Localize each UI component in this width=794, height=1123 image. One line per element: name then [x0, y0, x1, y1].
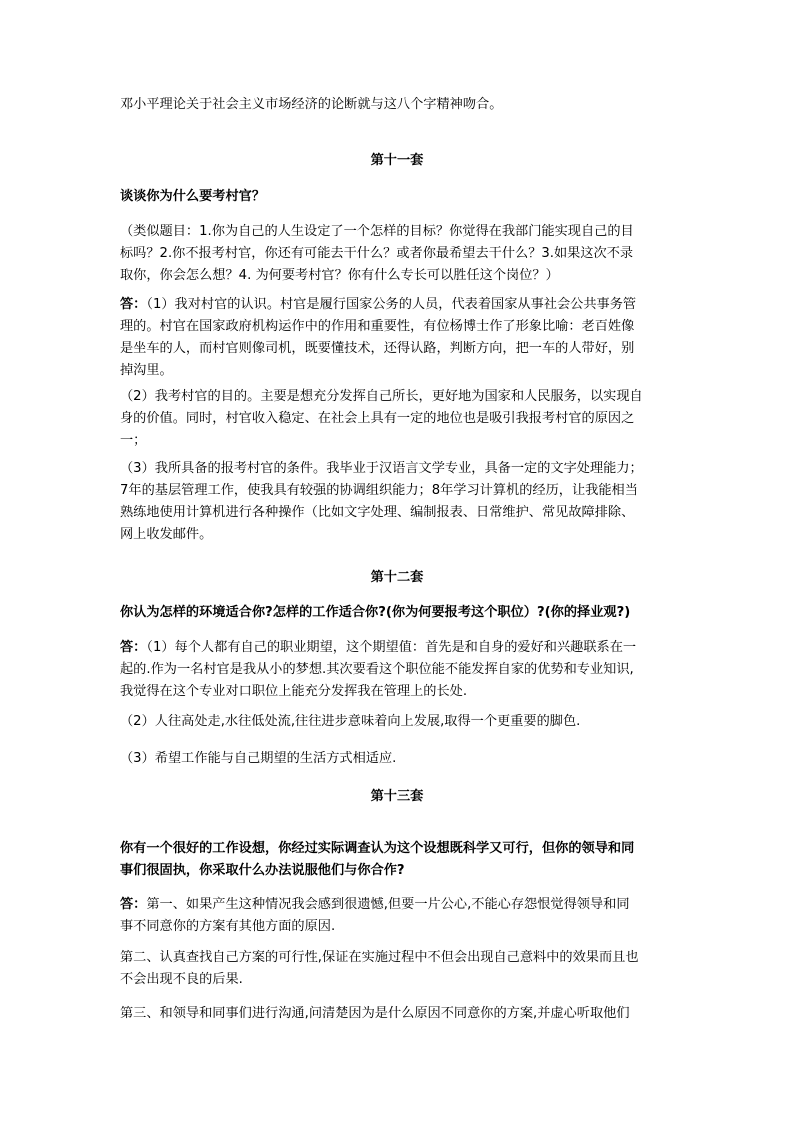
answer-label: 答：	[120, 297, 147, 312]
text-line: 身的价值。同时，村官收入稳定、在社会上具有一定的地位也是吸引我报考村官的原因之	[120, 411, 635, 426]
text-line: 理的。村官在国家政府机构运作中的作用和重要性，有位杨博士作了形象比喻：老百姓像	[120, 319, 635, 334]
text-line-content: （1）每个人都有自己的职业期望，这个期望值：首先是和自身的爱好和兴趣联系在一	[146, 640, 637, 655]
text-line: （3）我所具备的报考村官的条件。我毕业于汉语言文学专业，具备一定的文字处理能力；	[120, 461, 643, 476]
text-line: 一；	[120, 433, 147, 448]
text-line: 7年的基层管理工作，使我具有较强的协调组织能力；8年学习计算机的经历，让我能相当	[120, 483, 638, 498]
paragraph	[120, 748, 676, 770]
paragraph	[120, 386, 676, 452]
text-line: （类似题目：1.你为自己的人生设定了一个怎样的目标？你觉得在我部门能实现自己的目	[120, 224, 634, 239]
question-heading	[120, 838, 676, 882]
section-title	[0, 786, 794, 808]
text-line: 是坐车的人，而村官则像司机，既要懂技术，还得认路，判断方向，把一车的人带好，别	[120, 341, 635, 356]
text-line: 熟练地使用计算机进行各种操作（比如文字处理、编制报表、日常维护、常见故障排除、	[120, 505, 635, 520]
paragraph	[120, 458, 676, 546]
section-title-text: 第十三套	[370, 789, 424, 804]
answer-paragraph	[120, 637, 676, 703]
text-line: 邓小平理论关于社会主义市场经济的论断就与这八个字精神吻合。	[120, 97, 503, 112]
text-line: 掉沟里。	[120, 363, 173, 378]
text-line: 谈谈你为什么要考村官？	[120, 189, 266, 204]
text-line: 取你，你会怎么想？4. 为何要考村官？你有什么专长可以胜任这个岗位？）	[120, 268, 559, 283]
text-line: 事不同意你的方案有其他方面的原因.	[120, 919, 336, 934]
answer-label: 答：	[120, 897, 147, 912]
text-line: 第三、和领导和同事们进行沟通,问清楚因为是什么原因不同意你的方案,并虚心听取他们	[120, 1006, 630, 1021]
text-line-content: 第一、如果产生这种情况我会感到很遗憾,但要一片公心,不能心存怨恨觉得领导和同	[146, 897, 630, 912]
paragraph	[120, 947, 676, 991]
text-line: （2）我考村官的目的。主要是想充分发挥自己所长，更好地为国家和人民服务，以实现自	[120, 389, 643, 404]
text-line	[120, 894, 676, 916]
text-line: 标吗？2.你不报考村官，你还有可能去干什么？或者你最希望去干什么？3.如果这次不录	[120, 246, 634, 261]
text-line: 事们很固执，你采取什么办法说服他们与你合作?	[120, 863, 405, 878]
text-line	[120, 294, 676, 316]
text-line: 不会出现不良的后果.	[120, 972, 243, 987]
question-heading	[120, 186, 676, 208]
paragraph	[120, 94, 676, 116]
paragraph	[120, 221, 676, 287]
text-line: 你认为怎样的环境适合你?怎样的工作适合你?(你为何要报考这个职位）?(你的择业观?)	[120, 605, 631, 620]
text-line: 我觉得在这个专业对口职位上能充分发挥我在管理上的长处.	[120, 684, 468, 699]
text-line: 起的.作为一名村官是我从小的梦想.其次要看这个职位能不能发挥自家的优势和专业知识,	[120, 662, 634, 677]
text-line	[120, 637, 676, 659]
text-line: 你有一个很好的工作设想，你经过实际调查认为这个设想既科学又可行，但你的领导和同	[120, 841, 635, 856]
question-heading	[120, 602, 676, 624]
section-title-text: 第十一套	[370, 153, 424, 168]
section-title	[0, 150, 794, 172]
section-title	[0, 567, 794, 589]
answer-paragraph	[120, 894, 676, 938]
answer-paragraph	[120, 294, 676, 382]
text-line-content: （1）我对村官的认识。村官是履行国家公务的人员，代表着国家从事社会公共事务管	[146, 297, 637, 312]
text-line: （3）希望工作能与自己期望的生活方式相适应.	[120, 751, 397, 766]
text-line: 第二、认真查找自己方案的可行性,保证在实施过程中不但会出现自己意料中的效果而且也	[120, 950, 639, 965]
text-line: （2）人往高处走,水往低处流,往往进步意味着向上发展,取得一个更重要的脚色.	[120, 714, 581, 729]
paragraph	[120, 1003, 676, 1025]
answer-label: 答：	[120, 640, 147, 655]
text-line: 网上收发邮件。	[120, 527, 213, 542]
paragraph	[120, 711, 676, 733]
section-title-text: 第十二套	[370, 570, 424, 585]
